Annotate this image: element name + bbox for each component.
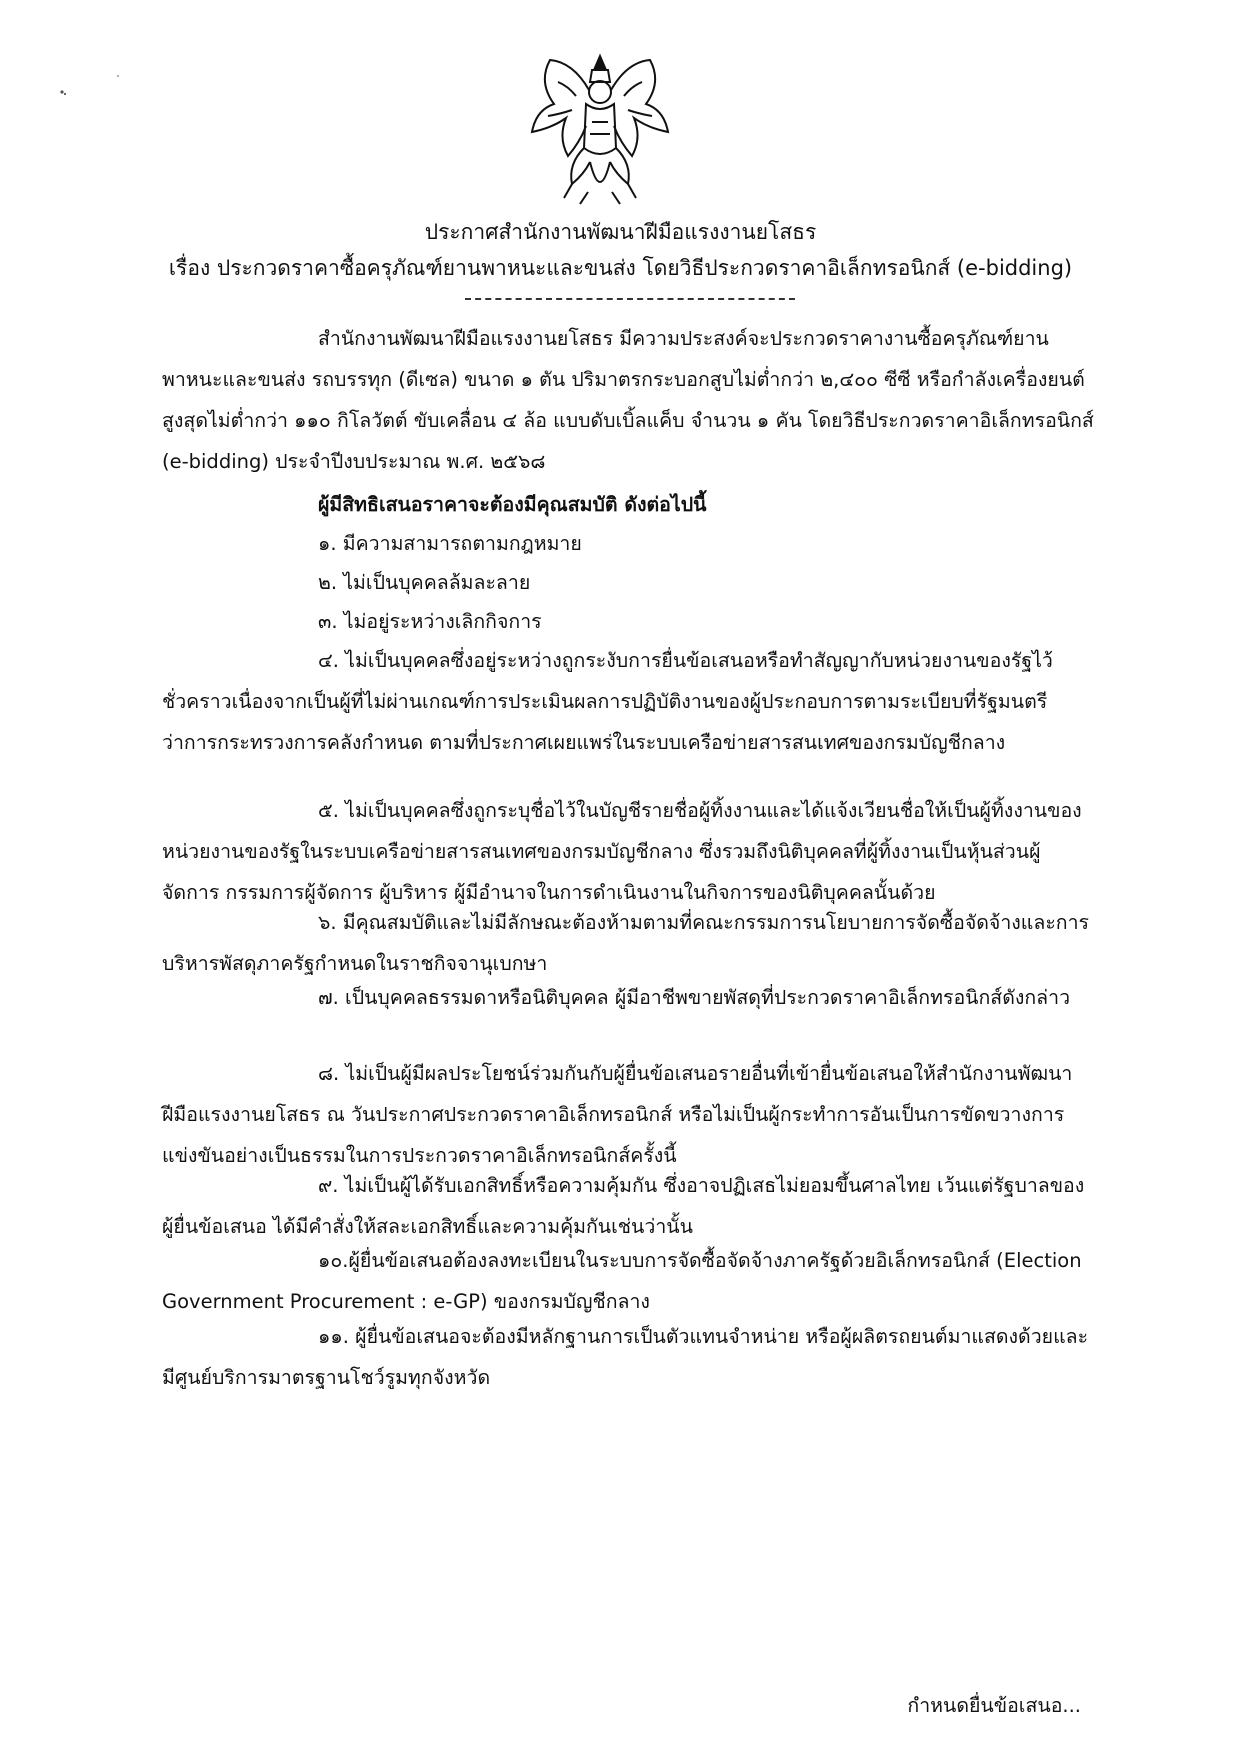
qualification-item-5: ๕. ไม่เป็นบุคคลซึ่งถูกระบุชื่อไว้ในบัญชีรายชื่อผู้ทิ้งงานและได้แจ้งเวียนชื่อให้เป็นผู้ทิ้งงานของหน่วยงานของรัฐในระบบเครือข่ายสารสนเทศของกรมบัญชีกลาง ซึ่งรวมถึงนิติบุคคลที่ผู้ทิ้งงานเป็นหุ้นส่วนผู้จัดการ กรรมการผู้จัดการ ผู้บริหาร ผู้มีอำนาจในการดำเนินงานในกิจการของนิติบุคคลนั้นด้วย (162, 799, 1082, 904)
scan-speck-marks (56, 70, 136, 110)
qualification-item-8: ๘. ไม่เป็นผู้มีผลประโยชน์ร่วมกันกับผู้ยื่นข้อเสนอรายอื่นที่เข้ายื่นข้อเสนอให้สำนักงานพัฒนาฝีมือแรงงานยโสธร ณ วันประกาศประกวดราคาอิเล็กทรอนิกส์ หรือไม่เป็นผู้กระทำการอันเป็นการขัดขวางการแข่งขันอย่างเป็นธรรมในการประกวดราคาอิเล็กทรอนิกส์ครั้งนี้ (162, 1062, 1073, 1167)
qualification-item-3: ๓. ไม่อยู่ระหว่างเลิกกิจการ (318, 610, 542, 633)
qualifications-heading: ผู้มีสิทธิเสนอราคาจะต้องมีคุณสมบัติ ดังต่อไปนี้ (318, 493, 707, 516)
qualification-item-10: ๑๐.ผู้ยื่นข้อเสนอต้องลงทะเบียนในระบบการจัดซื้อจัดจ้างภาครัฐด้วยอิเล็กทรอนิกส์ (Election Government Procurement : e-GP) ของกรมบัญชีกลาง (162, 1249, 1082, 1313)
announcement-title: ประกาศสำนักงานพัฒนาฝีมือแรงงานยโสธร (424, 220, 817, 244)
announcement-subject: เรื่อง ประกวดราคาซื้อครุภัณฑ์ยานพาหนะและขนส่ง โดยวิธีประกวดราคาอิเล็กทรอนิกส์ (e-bidding) (168, 256, 1073, 280)
qualification-item-4: ๔. ไม่เป็นบุคคลซึ่งอยู่ระหว่างถูกระงับการยื่นข้อเสนอหรือทำสัญญากับหน่วยงานของรัฐไว้ชั่วคราวเนื่องจากเป็นผู้ที่ไม่ผ่านเกณฑ์การประเมินผลการปฏิบัติงานของผู้ประกอบการตามระเบียบที่รัฐมนตรีว่าการกระทรวงการคลังกำหนด ตามที่ประกาศเผยแพร่ในระบบเครือข่ายสารสนเทศของกรมบัญชีกลาง (162, 649, 1053, 754)
qualification-item-7: ๗. เป็นบุคคลธรรมดาหรือนิติบุคคล ผู้มีอาชีพขายพัสดุที่ประกวดราคาอิเล็กทรอนิกส์ดังกล่าว (318, 986, 1071, 1009)
qualification-item-6: ๖. มีคุณสมบัติและไม่มีลักษณะต้องห้ามตามที่คณะกรรมการนโยบายการจัดซื้อจัดจ้างและการบริหารพัสดุภาครัฐกำหนดในราชกิจจานุเบกษา (162, 911, 1090, 975)
qualification-item-2: ๒. ไม่เป็นบุคคลล้มละลาย (318, 571, 531, 594)
qualification-item-9: ๙. ไม่เป็นผู้ได้รับเอกสิทธิ์หรือความคุ้มกัน ซึ่งอาจปฏิเสธไม่ยอมขึ้นศาลไทย เว้นแต่รัฐบาลของผู้ยื่นข้อเสนอ ได้มีคำสั่งให้สละเอกสิทธิ์และความคุ้มกันเช่นว่านั้น (162, 1174, 1085, 1238)
intro-paragraph (162, 318, 1095, 482)
intro-text: สำนักงานพัฒนาฝีมือแรงงานยโสธร มีความประสงค์จะประกวดราคางานซื้อครุภัณฑ์ยานพาหนะและขนส่ง รถบรรทุก (ดีเซล) ขนาด ๑ ตัน ปริมาตรกระบอกสูบไม่ต่ำกว่า ๒,๔๐๐ ซีซี หรือกำลังเครื่องยนต์สูงสุดไม่ต่ำกว่า ๑๑๐ กิโลวัตต์ ขับเคลื่อน ๔ ล้อ แบบดับเบิ้ลแค็บ จำนวน ๑ คัน โดยวิธีประกวดราคาอิเล็กทรอนิกส์ (e-bidding) ประจำปีงบประมาณ พ.ศ. ๒๕๖๘ (162, 327, 1094, 473)
continuation-note: กำหนดยื่นข้อเสนอ... (907, 1694, 1081, 1717)
garuda-emblem-icon (528, 52, 673, 207)
header-separator (465, 298, 795, 300)
qualification-item-11: ๑๑. ผู้ยื่นข้อเสนอจะต้องมีหลักฐานการเป็นตัวแทนจำหน่าย หรือผู้ผลิตรถยนต์มาแสดงด้วยและมีศูนย์บริการมาตรฐานโชว์รูมทุกจังหวัด (162, 1325, 1089, 1389)
announcement-header (120, 214, 1121, 286)
qualification-item-1: ๑. มีความสามารถตามกฎหมาย (318, 532, 582, 555)
